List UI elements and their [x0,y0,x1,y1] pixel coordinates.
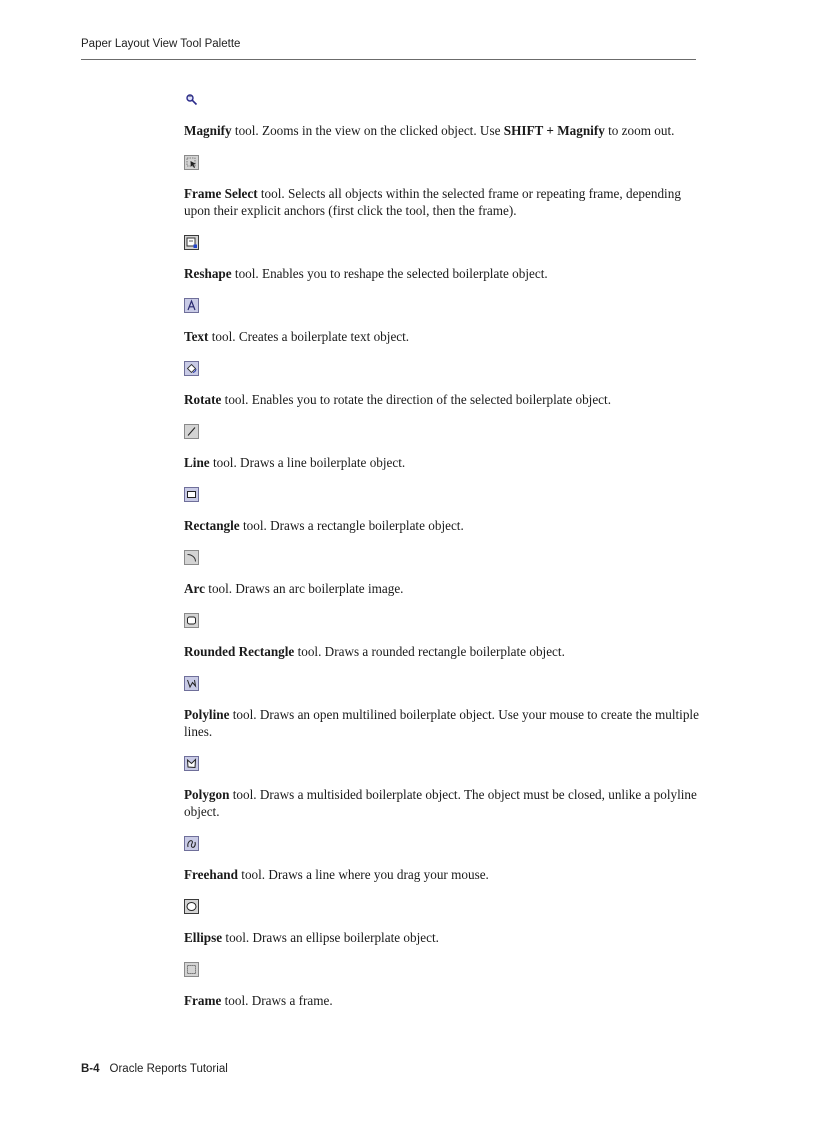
tool-entry-rounded-rectangle [184,613,699,660]
tool-entry-line [184,424,699,471]
tool-description: Polygon tool. Draws a multisided boilerplate object. The object must be closed, unlike a polyline object. [184,787,697,819]
running-header: Paper Layout View Tool Palette [81,38,241,50]
tool-entry-text [184,298,699,345]
tool-description: Reshape tool. Enables you to reshape the selected boilerplate object. [184,266,548,281]
rounded-rectangle-icon [184,613,199,628]
shortcut-label: SHIFT + Magnify [503,123,605,138]
frame-icon [184,962,199,977]
text-icon [184,298,199,313]
tool-name: Rectangle [184,518,240,533]
tool-entry-arc [184,550,699,597]
tool-description: Rectangle tool. Draws a rectangle boilerplate object. [184,518,464,533]
tool-name: Magnify [184,123,232,138]
book-title: Oracle Reports Tutorial [109,1063,228,1075]
tool-entry-magnify [184,92,699,139]
tool-name: Arc [184,581,205,596]
tool-name: Rotate [184,392,222,407]
tool-name: Freehand [184,867,238,882]
tool-entry-frame-select [184,155,699,219]
rectangle-icon [184,487,199,502]
tool-entry-rectangle [184,487,699,534]
ellipse-icon [184,899,199,914]
tool-description: Rotate tool. Enables you to rotate the direction of the selected boilerplate object. [184,392,611,407]
tool-entry-rotate [184,361,699,408]
magnify-icon [184,92,199,107]
tool-description: Frame tool. Draws a frame. [184,993,333,1008]
tool-entry-reshape [184,235,699,282]
polygon-icon [184,756,199,771]
tool-name: Reshape [184,266,232,281]
tool-name: Text [184,329,209,344]
tool-description: Ellipse tool. Draws an ellipse boilerplate object. [184,930,439,945]
reshape-icon [184,235,199,250]
tool-entry-ellipse [184,899,699,946]
tool-description: Frame Select tool. Selects all objects within the selected frame or repeating frame, depending upon their explicit anchors (first click the tool, then the frame). [184,186,681,218]
tool-description: Arc tool. Draws an arc boilerplate image. [184,581,404,596]
tool-entry-polygon [184,756,699,820]
tool-name: Frame [184,993,222,1008]
arc-icon [184,550,199,565]
tool-name: Ellipse [184,930,223,945]
tool-entry-frame [184,962,699,1009]
tool-description: Freehand tool. Draws a line where you drag your mouse. [184,867,489,882]
tool-name: Line [184,455,210,470]
line-icon [184,424,199,439]
header-rule [81,59,696,60]
rotate-icon [184,361,199,376]
tool-description: Magnify tool. Zooms in the view on the clicked object. Use SHIFT + Magnify to zoom out. [184,123,675,138]
tool-entry-freehand [184,836,699,883]
tool-description: Line tool. Draws a line boilerplate object. [184,455,406,470]
tool-list [184,92,699,1009]
tool-name: Frame Select [184,186,258,201]
tool-entry-polyline [184,676,699,740]
tool-description: Rounded Rectangle tool. Draws a rounded rectangle boilerplate object. [184,644,565,659]
polyline-icon [184,676,199,691]
tool-description: Text tool. Creates a boilerplate text object. [184,329,410,344]
page-number: B-4 [81,1063,100,1075]
tool-name: Rounded Rectangle [184,644,295,659]
tool-name: Polyline [184,707,230,722]
tool-name: Polygon [184,787,230,802]
tool-description: Polyline tool. Draws an open multilined boilerplate object. Use your mouse to create the multiple lines. [184,707,699,739]
running-footer [81,1063,228,1075]
freehand-icon [184,836,199,851]
frame-select-icon [184,155,199,170]
